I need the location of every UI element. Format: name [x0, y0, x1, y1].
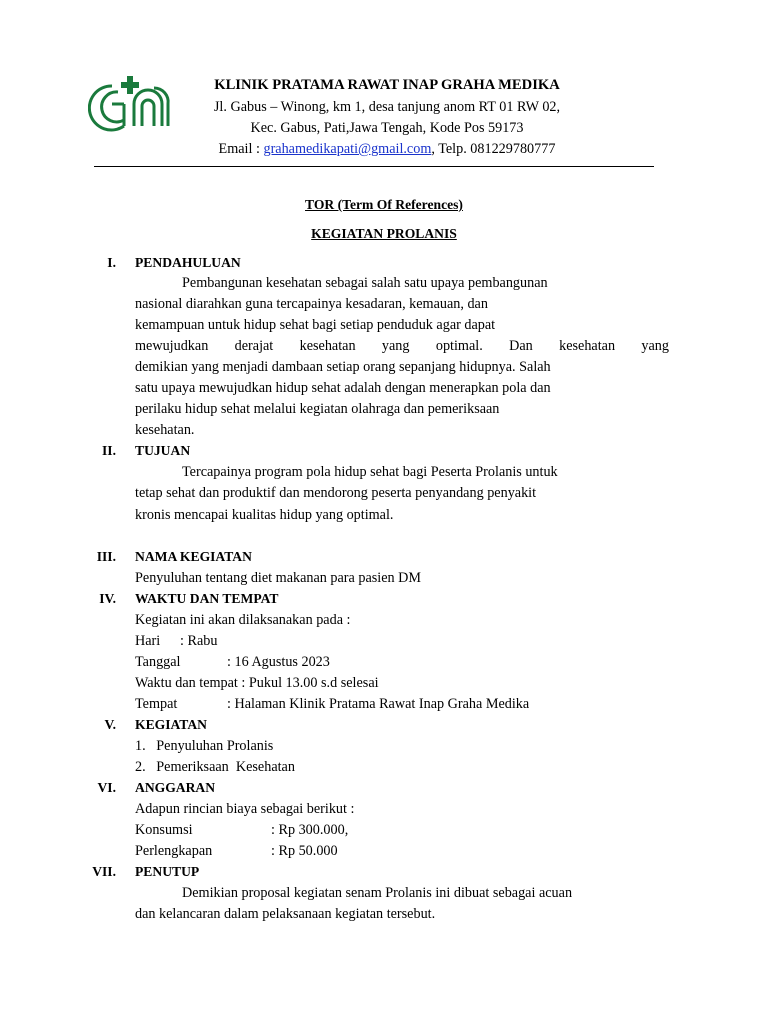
header-divider — [94, 166, 654, 167]
section-number: I. — [107, 255, 116, 270]
schedule-place — [135, 696, 529, 713]
document-title: TOR (Term Of References) — [305, 197, 463, 212]
section-number: V. — [104, 717, 116, 732]
schedule-day — [135, 633, 217, 650]
phone-text: , Telp. 081229780777 — [431, 141, 556, 157]
paragraph-line: Pembangunan kesehatan sebagai salah satu upaya pembangunan — [182, 275, 548, 291]
paragraph-line: kesehatan. — [135, 422, 195, 438]
clinic-name: KLINIK PRATAMA RAWAT INAP GRAHA MEDIKA — [214, 77, 560, 93]
section-heading-tujuan: TUJUAN — [135, 443, 191, 458]
contact-line — [196, 141, 578, 158]
schedule-intro: Kegiatan ini akan dilaksanakan pada : — [135, 612, 351, 628]
address-line-1: Jl. Gabus – Winong, km 1, desa tanjung anom RT 01 RW 02, — [213, 99, 561, 115]
email-label: Email : — [218, 141, 264, 157]
date-label: Tanggal — [135, 654, 181, 670]
budget-row — [135, 822, 348, 839]
paragraph-line: mewujudkan derajat kesehatan yang optimal. Dan kesehatan yang — [135, 338, 669, 354]
section-number: VI. — [97, 780, 116, 795]
budget-label: Konsumsi — [135, 822, 193, 838]
paragraph-line: dan kelancaran dalam pelaksanaan kegiatan tersebut. — [135, 906, 436, 922]
list-item: 1. Penyuluhan Prolanis — [135, 738, 274, 754]
section-number: VII. — [92, 864, 116, 879]
section-number: III. — [96, 549, 116, 564]
day-label: Hari — [135, 633, 161, 649]
budget-label: Perlengkapan — [135, 843, 213, 859]
email-link[interactable]: grahamedikapati@gmail.com — [263, 141, 432, 157]
section-heading-pendahuluan: PENDAHULUAN — [135, 255, 241, 270]
day-value: : Rabu — [180, 633, 218, 649]
paragraph-line: kemampuan untuk hidup sehat bagi setiap penduduk agar dapat — [135, 317, 496, 333]
address-line-2: Kec. Gabus, Pati,Jawa Tengah, Kode Pos 59173 — [250, 120, 524, 136]
paragraph-line: nasional diarahkan guna tercapainya kesadaran, kemauan, dan — [135, 296, 488, 312]
section-number: IV. — [99, 591, 116, 606]
budget-value: : Rp 300.000, — [271, 822, 349, 838]
section-heading-nama-kegiatan: NAMA KEGIATAN — [135, 549, 252, 564]
place-label: Tempat — [135, 696, 178, 712]
paragraph-line: Demikian proposal kegiatan senam Prolanis ini dibuat sebagai acuan — [182, 885, 573, 901]
paragraph-line: perilaku hidup sehat melalui kegiatan olahraga dan pemeriksaan — [135, 401, 500, 417]
clinic-logo — [88, 74, 184, 138]
paragraph-line: demikian yang menjadi dambaan setiap orang sepanjang hidupnya. Salah — [135, 359, 551, 375]
paragraph-line: satu upaya mewujudkan hidup sehat adalah dengan menerapkan pola dan — [135, 380, 551, 396]
date-value: : 16 Agustus 2023 — [227, 654, 330, 670]
schedule-date — [135, 654, 330, 671]
budget-value: : Rp 50.000 — [271, 843, 338, 859]
section-heading-anggaran: ANGGARAN — [135, 780, 216, 795]
budget-intro: Adapun rincian biaya sebagai berikut : — [135, 801, 355, 817]
activity-name: Penyuluhan tentang diet makanan para pasien DM — [135, 570, 422, 586]
section-heading-waktu-tempat: WAKTU DAN TEMPAT — [135, 591, 279, 606]
activity-title: KEGIATAN PROLANIS — [311, 226, 457, 241]
paragraph-line: kronis mencapai kualitas hidup yang optimal. — [135, 507, 394, 523]
paragraph-line: tetap sehat dan produktif dan mendorong peserta penyandang penyakit — [135, 485, 537, 501]
schedule-time: Waktu dan tempat : Pukul 13.00 s.d selesai — [135, 675, 379, 691]
budget-row — [135, 843, 338, 860]
section-heading-penutup: PENUTUP — [135, 864, 200, 879]
section-heading-kegiatan: KEGIATAN — [135, 717, 208, 732]
list-item: 2. Pemeriksaan Kesehatan — [135, 759, 295, 775]
section-number: II. — [102, 443, 116, 458]
paragraph-line: Tercapainya program pola hidup sehat bagi Peserta Prolanis untuk — [182, 464, 558, 480]
place-value: : Halaman Klinik Pratama Rawat Inap Graha Medika — [227, 696, 530, 712]
